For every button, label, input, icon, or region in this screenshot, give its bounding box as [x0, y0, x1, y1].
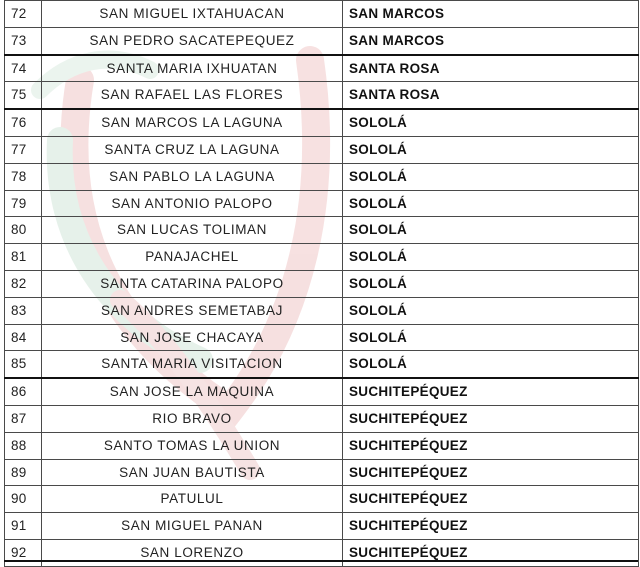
- department-name: SOLOLÁ: [343, 351, 639, 378]
- municipality-name: RIO BRAVO: [42, 405, 343, 432]
- municipality-name: SANTO TOMAS LA UNION: [42, 432, 343, 459]
- municipality-name: SANTA MARIA VISITACION: [42, 351, 343, 378]
- municipality-name: SAN ANDRES SEMETABAJ: [42, 297, 343, 324]
- row-number: 81: [5, 244, 42, 271]
- department-name: SOLOLÁ: [343, 163, 639, 190]
- municipality-table: [4, 0, 639, 567]
- table-row: [5, 82, 639, 109]
- table-row: [5, 1, 639, 28]
- table-row: [5, 136, 639, 163]
- row-number: 73: [5, 27, 42, 54]
- row-number: 76: [5, 109, 42, 136]
- municipality-name: SAN PEDRO SACATEPEQUEZ: [42, 27, 343, 54]
- row-number: 74: [5, 55, 42, 82]
- municipality-name: SAN PABLO LA LAGUNA: [42, 163, 343, 190]
- row-number: 90: [5, 486, 42, 513]
- table-row: [5, 163, 639, 190]
- department-name: SANTA ROSA: [343, 82, 639, 109]
- table-row: [5, 270, 639, 297]
- table-row: [5, 190, 639, 217]
- table-row: [5, 55, 639, 82]
- table-row: [5, 486, 639, 513]
- department-name: SOLOLÁ: [343, 270, 639, 297]
- table-row: [5, 405, 639, 432]
- table-row: [5, 244, 639, 271]
- table-bottom-border: [4, 560, 638, 562]
- table-row: [5, 539, 639, 566]
- row-number: 84: [5, 324, 42, 351]
- department-name: SOLOLÁ: [343, 244, 639, 271]
- department-name: SAN MARCOS: [343, 1, 639, 28]
- row-number: 86: [5, 378, 42, 405]
- department-name: SUCHITEPÉQUEZ: [343, 486, 639, 513]
- department-name: SANTA ROSA: [343, 55, 639, 82]
- municipality-table-container: [4, 0, 638, 567]
- row-number: 79: [5, 190, 42, 217]
- municipality-name: SAN JOSE CHACAYA: [42, 324, 343, 351]
- row-number: 85: [5, 351, 42, 378]
- municipality-name: SAN MIGUEL PANAN: [42, 513, 343, 540]
- municipality-name: SAN LUCAS TOLIMAN: [42, 217, 343, 244]
- row-number: 78: [5, 163, 42, 190]
- department-name: SAN MARCOS: [343, 27, 639, 54]
- row-number: 80: [5, 217, 42, 244]
- department-name: SOLOLÁ: [343, 297, 639, 324]
- row-number: 91: [5, 513, 42, 540]
- row-number: 72: [5, 1, 42, 28]
- municipality-name: SAN MIGUEL IXTAHUACAN: [42, 1, 343, 28]
- department-name: SUCHITEPÉQUEZ: [343, 513, 639, 540]
- department-name: SUCHITEPÉQUEZ: [343, 539, 639, 566]
- department-name: SUCHITEPÉQUEZ: [343, 378, 639, 405]
- municipality-name: PANAJACHEL: [42, 244, 343, 271]
- department-name: SOLOLÁ: [343, 190, 639, 217]
- table-row: [5, 432, 639, 459]
- municipality-name: SAN JUAN BAUTISTA: [42, 459, 343, 486]
- row-number: 92: [5, 539, 42, 566]
- municipality-name: SANTA CATARINA PALOPO: [42, 270, 343, 297]
- row-number: 89: [5, 459, 42, 486]
- municipality-name: SAN ANTONIO PALOPO: [42, 190, 343, 217]
- department-name: SOLOLÁ: [343, 324, 639, 351]
- table-row: [5, 27, 639, 54]
- department-name: SOLOLÁ: [343, 109, 639, 136]
- table-row: [5, 513, 639, 540]
- department-name: SUCHITEPÉQUEZ: [343, 432, 639, 459]
- table-row: [5, 324, 639, 351]
- table-row: [5, 378, 639, 405]
- row-number: 88: [5, 432, 42, 459]
- table-row: [5, 459, 639, 486]
- row-number: 82: [5, 270, 42, 297]
- department-name: SUCHITEPÉQUEZ: [343, 459, 639, 486]
- table-row: [5, 109, 639, 136]
- municipality-name: SAN LORENZO: [42, 539, 343, 566]
- row-number: 87: [5, 405, 42, 432]
- department-name: SUCHITEPÉQUEZ: [343, 405, 639, 432]
- municipality-name: SANTA MARIA IXHUATAN: [42, 55, 343, 82]
- municipality-name: SANTA CRUZ LA LAGUNA: [42, 136, 343, 163]
- row-number: 83: [5, 297, 42, 324]
- department-name: SOLOLÁ: [343, 136, 639, 163]
- municipality-name: SAN MARCOS LA LAGUNA: [42, 109, 343, 136]
- municipality-name: PATULUL: [42, 486, 343, 513]
- municipality-name: SAN RAFAEL LAS FLORES: [42, 82, 343, 109]
- row-number: 77: [5, 136, 42, 163]
- table-row: [5, 217, 639, 244]
- table-body: [5, 1, 639, 567]
- table-row: [5, 297, 639, 324]
- department-name: SOLOLÁ: [343, 217, 639, 244]
- table-row: [5, 351, 639, 378]
- municipality-name: SAN JOSE LA MAQUINA: [42, 378, 343, 405]
- row-number: 75: [5, 82, 42, 109]
